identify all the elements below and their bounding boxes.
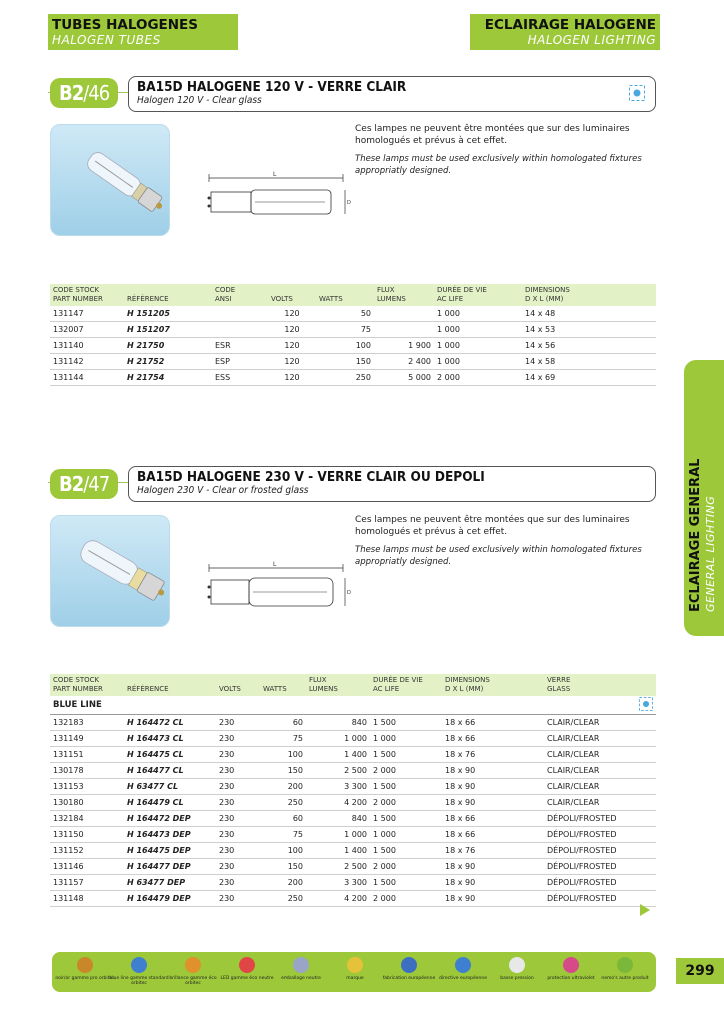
- column-header: RÉFÉRENCE: [124, 284, 212, 306]
- table-cell: 230: [216, 779, 260, 795]
- table-cell: 2 000: [370, 795, 442, 811]
- table-cell: 120: [268, 354, 316, 370]
- table-cell: H 164479 CL: [124, 795, 216, 811]
- legend-icon: [509, 957, 525, 973]
- table-cell: 4 200: [306, 891, 370, 907]
- side-tab-title: ECLAIRAGE GENERAL: [688, 458, 703, 612]
- table-cell: 14 x 48: [522, 306, 656, 322]
- table-cell: ESS: [212, 370, 268, 386]
- table-cell: 1 000: [434, 338, 522, 354]
- table-cell: H 21752: [124, 354, 212, 370]
- legend-label: fabrication européenne: [382, 976, 436, 981]
- table-cell: 18 x 90: [442, 779, 544, 795]
- table-row: [50, 843, 656, 859]
- section1-description: [355, 123, 655, 177]
- section1-table-header: [50, 284, 656, 306]
- table-cell: [212, 306, 268, 322]
- table-cell: 120: [268, 338, 316, 354]
- legend-label: protection ultraviolet: [547, 976, 595, 981]
- legend-label: marque: [346, 976, 364, 981]
- column-header: CODE STOCK PART NUMBER: [50, 284, 124, 306]
- legend-icon: [185, 957, 201, 973]
- section2-badge-main: B2: [59, 472, 84, 496]
- table-cell: 60: [260, 715, 306, 731]
- table-cell: 1 500: [370, 811, 442, 827]
- target-icon[interactable]: [629, 85, 645, 101]
- table-cell: 840: [306, 715, 370, 731]
- table-cell: 18 x 66: [442, 811, 544, 827]
- table-cell: 131149: [50, 731, 124, 747]
- table-cell: 1 000: [306, 731, 370, 747]
- table-row: [50, 795, 656, 811]
- column-header: FLUX LUMENS: [306, 674, 370, 696]
- column-header: VERRE GLASS: [544, 674, 656, 696]
- table-cell: 75: [260, 731, 306, 747]
- section2-badge: [50, 469, 118, 499]
- table-cell: 5 000: [374, 370, 434, 386]
- table-cell: 18 x 66: [442, 827, 544, 843]
- section1-subtitle: Halogen 120 V - Clear glass: [137, 95, 262, 106]
- legend-label: nemo's autre produit: [601, 976, 649, 981]
- legend-label: brillance gamme éco orbitec: [169, 976, 217, 986]
- section2-diagram-label-l: L: [273, 561, 277, 568]
- section2-table-body: [50, 696, 656, 907]
- legend-item: [330, 952, 380, 992]
- table-row: [50, 859, 656, 875]
- header-left-subtitle: HALOGEN TUBES: [52, 33, 161, 47]
- table-cell: 1 000: [370, 827, 442, 843]
- table-cell: 50: [316, 306, 374, 322]
- section2-dimension-diagram: [205, 560, 355, 610]
- section1-badge: [50, 78, 118, 108]
- next-page-arrow-icon[interactable]: [640, 904, 650, 916]
- legend-item: [384, 952, 434, 992]
- table-cell: 230: [216, 875, 260, 891]
- table-cell: H 164475 CL: [124, 747, 216, 763]
- band-label: BLUE LINE: [50, 696, 544, 715]
- table-cell: 18 x 90: [442, 795, 544, 811]
- section1-lamp-photo: [50, 124, 170, 236]
- column-header: DIMENSIONS D X L (MM): [442, 674, 544, 696]
- table-cell: 18 x 90: [442, 763, 544, 779]
- table-cell: 2 000: [370, 859, 442, 875]
- table-cell: 250: [316, 370, 374, 386]
- table-cell: 200: [260, 875, 306, 891]
- section2-desc-fr: Ces lampes ne peuvent être montées que sur des luminaires homologués et prévus à cet effet.: [355, 515, 630, 537]
- table-cell: 230: [216, 891, 260, 907]
- legend-label: LED gamme éco neutre: [220, 976, 274, 981]
- section2-table-header: [50, 674, 656, 696]
- table-cell: H 63477 DEP: [124, 875, 216, 891]
- table-cell: H 164473 DEP: [124, 827, 216, 843]
- legend-icon: [401, 957, 417, 973]
- halogen-lamp-icon: [51, 125, 169, 235]
- legend-icon: [617, 957, 633, 973]
- section1-title: BA15D HALOGENE 120 V - VERRE CLAIR: [137, 79, 407, 95]
- legend-item: [55, 952, 115, 992]
- table-cell: CLAIR/CLEAR: [544, 747, 656, 763]
- table-cell: H 164477 DEP: [124, 859, 216, 875]
- section1-desc-fr: Ces lampes ne peuvent être montées que sur des luminaires homologués et prévus à cet effet.: [355, 124, 630, 146]
- table-cell: 18 x 66: [442, 731, 544, 747]
- header-left-title: TUBES HALOGENES: [52, 17, 198, 33]
- table-cell: 14 x 53: [522, 322, 656, 338]
- column-header: WATTS: [260, 674, 306, 696]
- table-cell: H 164472 CL: [124, 715, 216, 731]
- section1-badge-main: B2: [59, 81, 84, 105]
- table-cell: 3 300: [306, 779, 370, 795]
- legend-icon: [239, 957, 255, 973]
- table-cell: 132183: [50, 715, 124, 731]
- table-cell: 2 500: [306, 859, 370, 875]
- table-cell: 2 400: [374, 354, 434, 370]
- footer-legend: [52, 952, 656, 992]
- table-row: [50, 763, 656, 779]
- table-cell: [374, 322, 434, 338]
- legend-icon: [347, 957, 363, 973]
- table-cell: 18 x 76: [442, 747, 544, 763]
- table-cell: H 164477 CL: [124, 763, 216, 779]
- column-header: CODE ANSI: [212, 284, 268, 306]
- table-cell: 131153: [50, 779, 124, 795]
- table-cell: CLAIR/CLEAR: [544, 715, 656, 731]
- table-cell: 131142: [50, 354, 124, 370]
- header-left: [48, 14, 238, 50]
- table-cell: 230: [216, 843, 260, 859]
- table-cell: 120: [268, 322, 316, 338]
- legend-item: [546, 952, 596, 992]
- section2-title: BA15D HALOGENE 230 V - VERRE CLAIR OU DEPOLI: [137, 469, 485, 485]
- legend-item: [222, 952, 272, 992]
- table-cell: 1 900: [374, 338, 434, 354]
- legend-item: [109, 952, 169, 992]
- table-row: [50, 875, 656, 891]
- table-cell: 130178: [50, 763, 124, 779]
- legend-icon: [77, 957, 93, 973]
- table-row: [50, 306, 656, 322]
- legend-icon: [293, 957, 309, 973]
- table-cell: CLAIR/CLEAR: [544, 795, 656, 811]
- table-cell: DÉPOLI/FROSTED: [544, 875, 656, 891]
- table-cell: 2 500: [306, 763, 370, 779]
- table-cell: 18 x 90: [442, 891, 544, 907]
- table-cell: H 164473 CL: [124, 731, 216, 747]
- column-header: CODE STOCK PART NUMBER: [50, 674, 124, 696]
- legend-label: basse pression: [500, 976, 534, 981]
- column-header: DIMENSIONS D X L (MM): [522, 284, 656, 306]
- table-cell: 230: [216, 747, 260, 763]
- page-number: 299: [676, 958, 724, 984]
- table-row: [50, 338, 656, 354]
- column-header: RÉFÉRENCE: [124, 674, 216, 696]
- table-row: [50, 891, 656, 907]
- table-cell: 131146: [50, 859, 124, 875]
- section1-dimension-diagram: [205, 170, 355, 220]
- table-cell: H 21754: [124, 370, 212, 386]
- table-cell: 150: [260, 859, 306, 875]
- table-cell: 75: [260, 827, 306, 843]
- side-tab[interactable]: [684, 360, 724, 636]
- legend-icon: [131, 957, 147, 973]
- table-cell: H 151205: [124, 306, 212, 322]
- table-cell: 100: [260, 747, 306, 763]
- table-cell: 1 000: [434, 306, 522, 322]
- table-cell: 120: [268, 370, 316, 386]
- legend-icon: [563, 957, 579, 973]
- table-cell: H 21750: [124, 338, 212, 354]
- legend-item: [168, 952, 218, 992]
- table-cell: H 151207: [124, 322, 212, 338]
- table-cell: 1 400: [306, 843, 370, 859]
- header-right-title: ECLAIRAGE HALOGENE: [484, 17, 656, 33]
- table-cell: DÉPOLI/FROSTED: [544, 811, 656, 827]
- table-cell: CLAIR/CLEAR: [544, 763, 656, 779]
- column-header: VOLTS: [216, 674, 260, 696]
- table-cell: 1 000: [306, 827, 370, 843]
- table-cell: 250: [260, 795, 306, 811]
- section1-title-box: [128, 76, 656, 112]
- legend-label: directive européenne: [439, 976, 487, 981]
- table-row: [50, 322, 656, 338]
- table-cell: 2 000: [434, 370, 522, 386]
- table-cell: 2 000: [370, 891, 442, 907]
- table-cell: DÉPOLI/FROSTED: [544, 891, 656, 907]
- legend-label: blue line gamme standard orbitec: [109, 976, 169, 986]
- table-cell: 1 000: [434, 322, 522, 338]
- table-cell: 1 000: [434, 354, 522, 370]
- table-cell: 1 400: [306, 747, 370, 763]
- table-cell: 131144: [50, 370, 124, 386]
- table-cell: CLAIR/CLEAR: [544, 779, 656, 795]
- table-row: [50, 731, 656, 747]
- table-cell: 131148: [50, 891, 124, 907]
- column-header: FLUX LUMENS: [374, 284, 434, 306]
- section2-description: [355, 514, 655, 568]
- table-cell: 2 000: [370, 763, 442, 779]
- table-cell: CLAIR/CLEAR: [544, 731, 656, 747]
- table-cell: 250: [260, 891, 306, 907]
- column-header: DURÉE DE VIE AC LIFE: [370, 674, 442, 696]
- section2-lamp-photo: [50, 515, 170, 627]
- table-cell: H 164479 DEP: [124, 891, 216, 907]
- table-cell: 131147: [50, 306, 124, 322]
- blue-line-band: [50, 696, 656, 715]
- table-cell: 14 x 58: [522, 354, 656, 370]
- table-cell: 18 x 76: [442, 843, 544, 859]
- table-cell: 3 300: [306, 875, 370, 891]
- table-cell: 131157: [50, 875, 124, 891]
- column-header: VOLTS: [268, 284, 316, 306]
- table-cell: 100: [316, 338, 374, 354]
- table-cell: 840: [306, 811, 370, 827]
- table-cell: [212, 322, 268, 338]
- table-cell: [374, 306, 434, 322]
- table-cell: ESR: [212, 338, 268, 354]
- table-cell: 230: [216, 715, 260, 731]
- column-header: WATTS: [316, 284, 374, 306]
- table-cell: 230: [216, 827, 260, 843]
- table-cell: 18 x 90: [442, 859, 544, 875]
- legend-label: emballage neutre: [281, 976, 321, 981]
- table-row: [50, 370, 656, 386]
- table-cell: H 164475 DEP: [124, 843, 216, 859]
- table-cell: ESP: [212, 354, 268, 370]
- table-cell: 150: [316, 354, 374, 370]
- section2-title-box: [128, 466, 656, 502]
- header-right-subtitle: HALOGEN LIGHTING: [527, 33, 656, 47]
- table-cell: 14 x 56: [522, 338, 656, 354]
- table-cell: 120: [268, 306, 316, 322]
- table-cell: 1 500: [370, 843, 442, 859]
- legend-label: noir/or gamme pro orbitec: [55, 976, 115, 981]
- table-cell: 230: [216, 859, 260, 875]
- table-cell: 14 x 69: [522, 370, 656, 386]
- section2-diagram-label-d: D: [347, 590, 351, 596]
- section1-desc-en: These lamps must be used exclusively within homologated fixtures appropriatly designed.: [355, 154, 642, 176]
- table-cell: DÉPOLI/FROSTED: [544, 859, 656, 875]
- table-cell: DÉPOLI/FROSTED: [544, 843, 656, 859]
- legend-icon: [455, 957, 471, 973]
- table-cell: 1 500: [370, 715, 442, 731]
- section1-badge-sub: /46: [83, 81, 110, 105]
- table-cell: 130180: [50, 795, 124, 811]
- side-tab-subtitle: GENERAL LIGHTING: [704, 495, 717, 612]
- table-cell: 1 500: [370, 875, 442, 891]
- table-cell: H 63477 CL: [124, 779, 216, 795]
- halogen-lamp-icon: [51, 516, 169, 626]
- table-cell: 132184: [50, 811, 124, 827]
- table-cell: 1 500: [370, 779, 442, 795]
- table-row: [50, 747, 656, 763]
- table-cell: 18 x 66: [442, 715, 544, 731]
- table-cell: 100: [260, 843, 306, 859]
- table-row: [50, 354, 656, 370]
- section1-table: [50, 284, 656, 386]
- table-cell: 230: [216, 811, 260, 827]
- table-cell: 230: [216, 731, 260, 747]
- table-cell: 200: [260, 779, 306, 795]
- table-cell: DÉPOLI/FROSTED: [544, 827, 656, 843]
- table-cell: 18 x 90: [442, 875, 544, 891]
- section2-subtitle: Halogen 230 V - Clear or frosted glass: [137, 485, 309, 496]
- table-cell: 132007: [50, 322, 124, 338]
- table-row: [50, 779, 656, 795]
- table-cell: 60: [260, 811, 306, 827]
- table-cell: 1 500: [370, 747, 442, 763]
- table-cell: 1 000: [370, 731, 442, 747]
- table-cell: 4 200: [306, 795, 370, 811]
- target-icon[interactable]: [639, 697, 653, 711]
- table-cell: 230: [216, 763, 260, 779]
- section2-desc-en: These lamps must be used exclusively within homologated fixtures appropriatly designed.: [355, 545, 642, 567]
- legend-item: [600, 952, 650, 992]
- table-cell: 131140: [50, 338, 124, 354]
- table-row: [50, 827, 656, 843]
- table-row: [50, 715, 656, 731]
- table-cell: 131150: [50, 827, 124, 843]
- header-right: [470, 14, 660, 50]
- legend-item: [492, 952, 542, 992]
- table-cell: 230: [216, 795, 260, 811]
- section1-diagram-label-d: D: [347, 200, 351, 206]
- section2-table: [50, 674, 656, 907]
- column-header: DURÉE DE VIE AC LIFE: [434, 284, 522, 306]
- table-row: [50, 811, 656, 827]
- table-cell: 75: [316, 322, 374, 338]
- table-cell: 131151: [50, 747, 124, 763]
- section2-badge-sub: /47: [83, 472, 110, 496]
- table-cell: 131152: [50, 843, 124, 859]
- legend-item: [438, 952, 488, 992]
- table-cell: H 164472 DEP: [124, 811, 216, 827]
- table-cell: 150: [260, 763, 306, 779]
- section1-table-body: [50, 306, 656, 386]
- legend-item: [276, 952, 326, 992]
- section1-diagram-label-l: L: [273, 171, 277, 178]
